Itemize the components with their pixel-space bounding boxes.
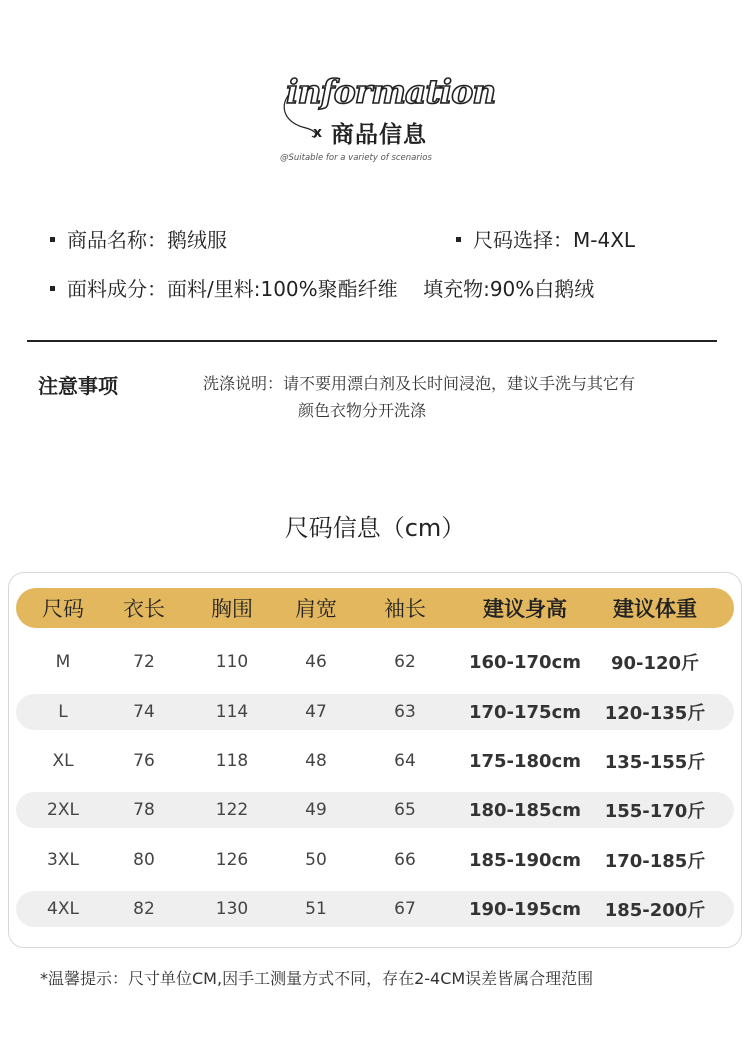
table-cell: 180-185cm <box>468 799 582 821</box>
table-row <box>16 743 734 779</box>
table-cell: 51 <box>305 899 327 919</box>
table-cell: 62 <box>394 652 416 672</box>
info-size-select: 尺码选择：M-4XL <box>456 224 635 253</box>
table-row <box>16 694 734 730</box>
notice-line-2: 颜色衣物分开洗涤 <box>298 401 427 420</box>
table-cell: 80 <box>133 850 155 870</box>
table-cell: 49 <box>305 800 327 820</box>
table-row <box>16 842 734 878</box>
table-cell: 78 <box>133 800 155 820</box>
notice-label: 注意事项 <box>38 374 118 398</box>
table-cell: 185-200斤 <box>604 900 706 921</box>
table-cell: 90-120斤 <box>610 653 700 674</box>
bullet-icon <box>456 237 461 242</box>
table-cell: 190-195cm <box>468 898 582 920</box>
header-cell: 尺码 <box>42 597 84 621</box>
table-cell: 67 <box>394 899 416 919</box>
table-cell: 46 <box>305 652 327 672</box>
table-cell: 118 <box>215 751 249 771</box>
notice-text <box>203 370 713 424</box>
table-cell: 82 <box>133 899 155 919</box>
table-cell: 170-185斤 <box>604 851 706 872</box>
info-fabric: 面料成分：面料/里料:100%聚酯纤维 填充物:90%白鹅绒 <box>50 273 594 302</box>
table-cell: 66 <box>394 850 416 870</box>
table-cell: 126 <box>215 850 249 870</box>
table-cell: 76 <box>133 751 155 771</box>
table-cell: 4XL <box>47 899 79 919</box>
table-cell: 175-180cm <box>468 750 582 772</box>
table-cell: 65 <box>394 800 416 820</box>
table-cell: 130 <box>215 899 249 919</box>
section-title: 商品信息 <box>331 122 427 148</box>
table-row <box>16 792 734 828</box>
table-row <box>16 644 734 680</box>
table-header <box>16 588 734 628</box>
header-cell: 胸围 <box>211 597 253 621</box>
table-cell: 185-190cm <box>468 849 582 871</box>
table-cell: 3XL <box>47 850 79 870</box>
table-cell: 160-170cm <box>468 651 582 673</box>
table-cell: L <box>58 702 68 722</box>
table-cell: 2XL <box>47 800 79 820</box>
table-cell: M <box>55 652 71 672</box>
table-row <box>16 891 734 927</box>
bullet-icon <box>50 237 55 242</box>
table-cell: 63 <box>394 702 416 722</box>
table-cell: 122 <box>215 800 249 820</box>
footnote: *温馨提示：尺寸单位CM,因手工测量方式不同，存在2-4CM误差皆属合理范围 <box>40 969 594 988</box>
table-cell: 110 <box>215 652 249 672</box>
info-name: 商品名称：鹅绒服 <box>50 224 227 253</box>
table-cell: 72 <box>133 652 155 672</box>
table-cell: 48 <box>305 751 327 771</box>
table-cell: 135-155斤 <box>604 752 706 773</box>
script-title: information <box>286 72 496 111</box>
table-cell: 50 <box>305 850 327 870</box>
table-cell: XL <box>52 751 74 771</box>
header-cell: 衣长 <box>123 597 165 621</box>
bullet-icon <box>50 286 55 291</box>
table-cell: 64 <box>394 751 416 771</box>
header-cell: 建议体重 <box>613 597 697 621</box>
size-title: 尺码信息（cm） <box>284 514 466 542</box>
divider <box>27 340 717 342</box>
table-cell: 170-175cm <box>468 701 582 723</box>
table-cell: 155-170斤 <box>604 801 706 822</box>
table-cell: 47 <box>305 702 327 722</box>
notice-line-1: 洗涤说明：请不要用漂白剂及长时间浸泡，建议手洗与其它有 <box>203 374 636 393</box>
x-mark: x <box>313 125 323 141</box>
subtitle: @Suitable for a variety of scenarios <box>280 153 432 163</box>
header-cell: 建议身高 <box>483 597 567 621</box>
table-cell: 114 <box>215 702 249 722</box>
table-cell: 74 <box>133 702 155 722</box>
header-cell: 袖长 <box>384 597 426 621</box>
table-cell: 120-135斤 <box>604 703 706 724</box>
header-cell: 肩宽 <box>295 597 337 621</box>
